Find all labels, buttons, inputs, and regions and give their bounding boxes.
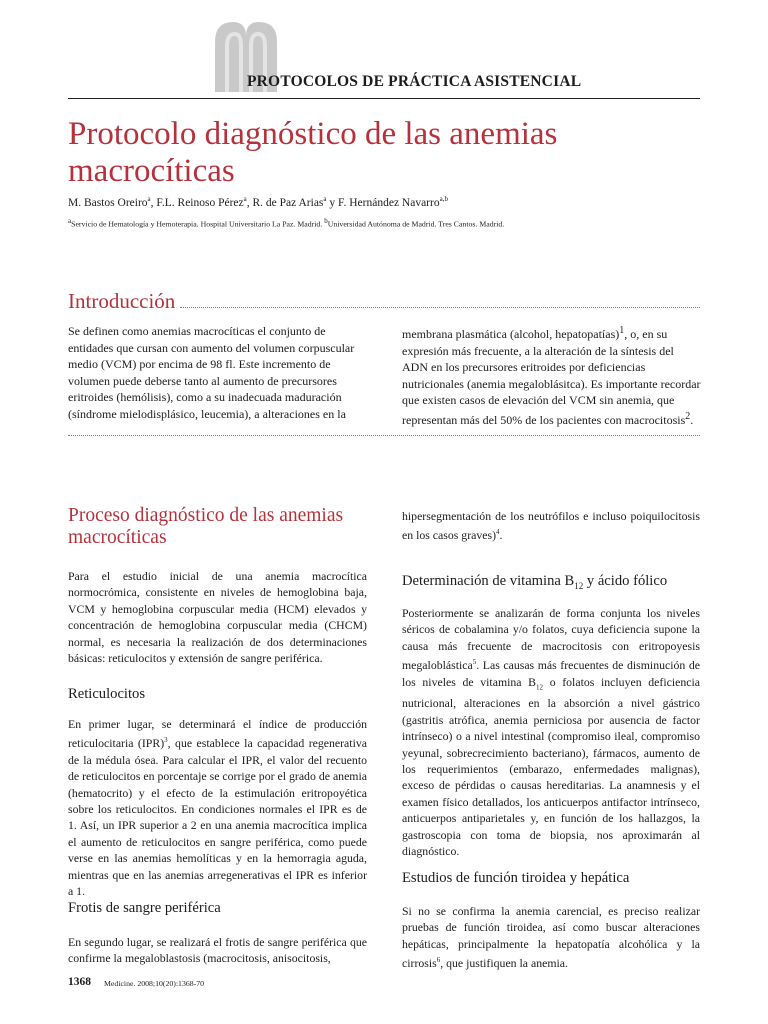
page-number: 1368 [68,976,91,988]
author: F. Hernández Navarro [338,196,440,209]
dotted-rule [68,435,700,436]
reticulocitos-paragraph: En primer lugar, se determinará el índice de producción reticulocitaria (IPR)$^3$, que establece la capacidad regenerativa de la médula ósea. Para calcular el IPR, el valor del recuento de reticulocitos en porcentaje se corrige por el grado de anemia (hematocrito) y el efecto de la estimulación eritropoyética sobre los reticulocitos. En condiciones normales el IPR es de 1. Así, un IPR superior a 2 en una anemia macrocítica implica el aumento de reticulocitos en sangre periférica, como puede verse en las anemias hemolíticas y en la hemorragia aguda, mientras que en las anemias arregenerativas el IPR es inferior a 1. [68,717,367,898]
tiroidea-paragraph: Si no se confirma la anemia carencial, es preciso realizar pruebas de función tiroidea, así como buscar alteraciones hepáticas, principalmente la hepatopatía alcohólica y la cirrosis$^6$, que justifiquen la anemia. [402,904,700,971]
intro-left-column: Se definen como anemias macrocíticas el conjunto de entidades que cursan con aumento del volumen corpuscular medio (VCM) por encima de 98 fl. Este incremento de volumen puede deberse tanto al aumento de precursores eritroides (hemólisis), como a su inadecuada maduración (síndrome mielodisplásico, leucemia), a alteraciones en la [68,324,355,421]
journal-section-title: PROTOCOLOS DE PRÁCTICA ASISTENCIAL [247,73,582,90]
author-list: M. Bastos Oreiro$^a$, F.L. Reinoso Pérez$^a$, R. de Paz Arias$^a$ y F. Hernández Navarro$^{a,b}$ [68,195,448,209]
affiliations: $^a$Servicio de Hematología y Hemoterapia. Hospital Universitario La Paz. Madrid. $^b$Universidad Autónoma de Madrid. Tres Cantos. Madrid. [68,217,505,229]
reticulocitos-heading: Reticulocitos [68,686,146,702]
author: R. de Paz Arias [252,196,324,209]
tiroidea-heading: Estudios de función tiroidea y hepática [402,870,630,886]
intro-heading: Introducción [68,289,176,313]
dotted-rule [180,307,700,308]
header-rule [68,98,700,99]
process-heading: Proceso diagnóstico de las anemias macrocíticas [68,505,344,548]
vitamina-heading: Determinación de vitamina $B_{12}$ y ácido fólico [402,573,668,591]
author: M. Bastos Oreiro [68,196,148,209]
process-intro-paragraph: Para el estudio inicial de una anemia macrocítica normocrómica, consistente en niveles de hemoglobina baja, VCM y hemoglobina corpuscular media (HCM) elevados y concentración de hemoglobina corpuscular media (CHCM) normal, es necesaria la realización de dos determinaciones básicas: reticulocitos y extensión de sangre periférica. [68,569,367,666]
frotis-paragraph: En segundo lugar, se realizará el frotis de sangre periférica que confirme la megaloblastosis (macrocitosis, anisocitosis, [68,935,367,966]
author: F.L. Reinoso Pérez [156,196,244,209]
vitamina-paragraph: Posteriormente se analizarán de forma conjunta los niveles séricos de cobalamina y/o folatos, cuya deficiencia supone la causa más frecuente de macrocitosis con eritropoyesis megaloblástica$^5$. Las causas más frecuentes de disminución de los niveles de vitamina $B_{12}$ o folatos incluyen deficiencia nutricional, alteraciones en la absorción a nivel gástrico (gastritis atrófica, anemia perniciosa por ausencia de factor intrínseco) o a nivel intestinal (compromiso ileal, compromiso yeyunal, sobrecrecimiento bacteriano), fármacos, aumento de los requerimientos (embarazo, enfermedades malignas), exceso de pérdidas o causas hereditarias. La anamnesis y el examen físico detallados, los anticuerpos antifactor intrínseco, anticuerpos antiparietales y, en función de los hallazgos, la gastroscopia con toma de biopsia, nos aproximarán al diagnóstico. [402,606,700,858]
frotis-heading: Frotis de sangre periférica [68,900,221,916]
frotis-continued-paragraph: hipersegmentación de los neutrófilos e incluso poiquilocitosis en los casos graves)$^4$. [402,509,700,543]
article-title: Protocolo diagnóstico de las anemias macrocíticas [68,116,558,189]
citation: Medicine. 2008;10(20):1368-70 [104,979,205,988]
intro-right-column: membrana plasmática (alcohol, hepatopatías)$^1$, o, en su expresión más frecuente, a la alteración de la síntesis del ADN en los precursores eritroides por deficiencias nutricionales (anemia megaloblásitca). Es importante recordar que existen casos de elevación del VCM sin anemia, que representan más del 50% de los pacientes con macrocitosis$^2$. [402,325,701,427]
